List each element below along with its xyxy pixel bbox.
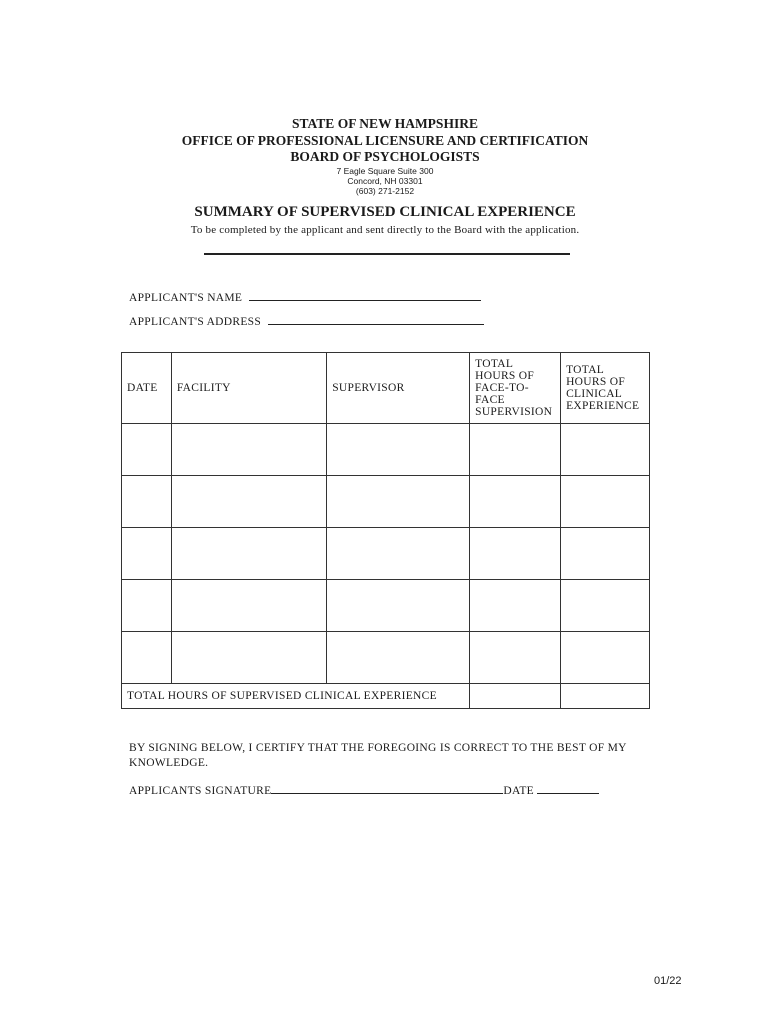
total-label: TOTAL HOURS OF SUPERVISED CLINICAL EXPERIENCE (122, 684, 470, 709)
date-cell[interactable] (122, 632, 172, 684)
table-row (122, 424, 650, 476)
table-row (122, 580, 650, 632)
clinical-hours-cell[interactable] (561, 580, 650, 632)
revision-code: 01/22 (654, 975, 682, 987)
applicant-address-field[interactable] (268, 324, 484, 325)
clinical-hours-cell[interactable] (561, 632, 650, 684)
total-supervision-hours-cell[interactable] (470, 684, 561, 709)
form-title: SUMMARY OF SUPERVISED CLINICAL EXPERIENCE (194, 204, 576, 220)
signature-label: APPLICANTS SIGNATURE (129, 785, 272, 797)
table-header-row (122, 353, 650, 424)
clinical-hours-cell[interactable] (561, 476, 650, 528)
applicant-name-field[interactable] (249, 300, 481, 301)
certification-statement: BY SIGNING BELOW, I CERTIFY THAT THE FOREGOING IS CORRECT TO THE BEST OF MY KNOWLEDGE. (129, 742, 627, 769)
supervision-hours-cell[interactable] (470, 476, 561, 528)
supervisor-cell[interactable] (327, 632, 470, 684)
clinical-hours-cell[interactable] (561, 424, 650, 476)
facility-cell[interactable] (171, 528, 326, 580)
supervision-hours-cell[interactable] (470, 632, 561, 684)
office-name: OFFICE OF PROFESSIONAL LICENSURE AND CERTIFICATION (181, 133, 589, 148)
phone-number: (603) 271-2152 (355, 186, 415, 196)
date-field[interactable] (537, 793, 599, 794)
date-cell[interactable] (122, 476, 172, 528)
supervision-hours-cell[interactable] (470, 580, 561, 632)
facility-cell[interactable] (171, 476, 326, 528)
supervision-hours-cell[interactable] (470, 528, 561, 580)
supervision-table (121, 352, 650, 709)
table-row (122, 528, 650, 580)
supervisor-cell[interactable] (327, 580, 470, 632)
applicant-name-label: APPLICANT'S NAME (129, 292, 243, 304)
table-row (122, 476, 650, 528)
facility-cell[interactable] (171, 580, 326, 632)
column-header-supervision-hours: TOTAL HOURS OF FACE-TO-FACE SUPERVISION (470, 353, 561, 424)
supervisor-cell[interactable] (327, 424, 470, 476)
total-clinical-hours-cell[interactable] (561, 684, 650, 709)
facility-cell[interactable] (171, 424, 326, 476)
board-name: BOARD OF PSYCHOLOGISTS (290, 149, 480, 164)
date-label: DATE (503, 785, 535, 797)
table-row (122, 632, 650, 684)
supervisor-cell[interactable] (327, 528, 470, 580)
total-row (122, 684, 650, 709)
supervisor-cell[interactable] (327, 476, 470, 528)
applicant-address-row (129, 316, 484, 328)
header-divider (204, 253, 570, 255)
form-instructions: To be completed by the applicant and sent directly to the Board with the application. (190, 224, 580, 236)
address-line-2: Concord, NH 03301 (347, 176, 423, 186)
column-header-date: DATE (122, 353, 172, 424)
applicant-address-label: APPLICANT'S ADDRESS (129, 316, 262, 328)
applicant-name-row (129, 292, 481, 304)
date-cell[interactable] (122, 528, 172, 580)
clinical-hours-cell[interactable] (561, 528, 650, 580)
column-header-supervisor: SUPERVISOR (327, 353, 470, 424)
column-header-facility: FACILITY (171, 353, 326, 424)
date-cell[interactable] (122, 424, 172, 476)
facility-cell[interactable] (171, 632, 326, 684)
column-header-clinical-hours: TOTAL HOURS OF CLINICAL EXPERIENCE (561, 353, 650, 424)
signature-row (129, 785, 599, 797)
date-cell[interactable] (122, 580, 172, 632)
state-name: STATE OF NEW HAMPSHIRE (292, 116, 478, 131)
address-line-1: 7 Eagle Square Suite 300 (336, 166, 434, 176)
supervision-hours-cell[interactable] (470, 424, 561, 476)
signature-field[interactable] (271, 793, 503, 794)
